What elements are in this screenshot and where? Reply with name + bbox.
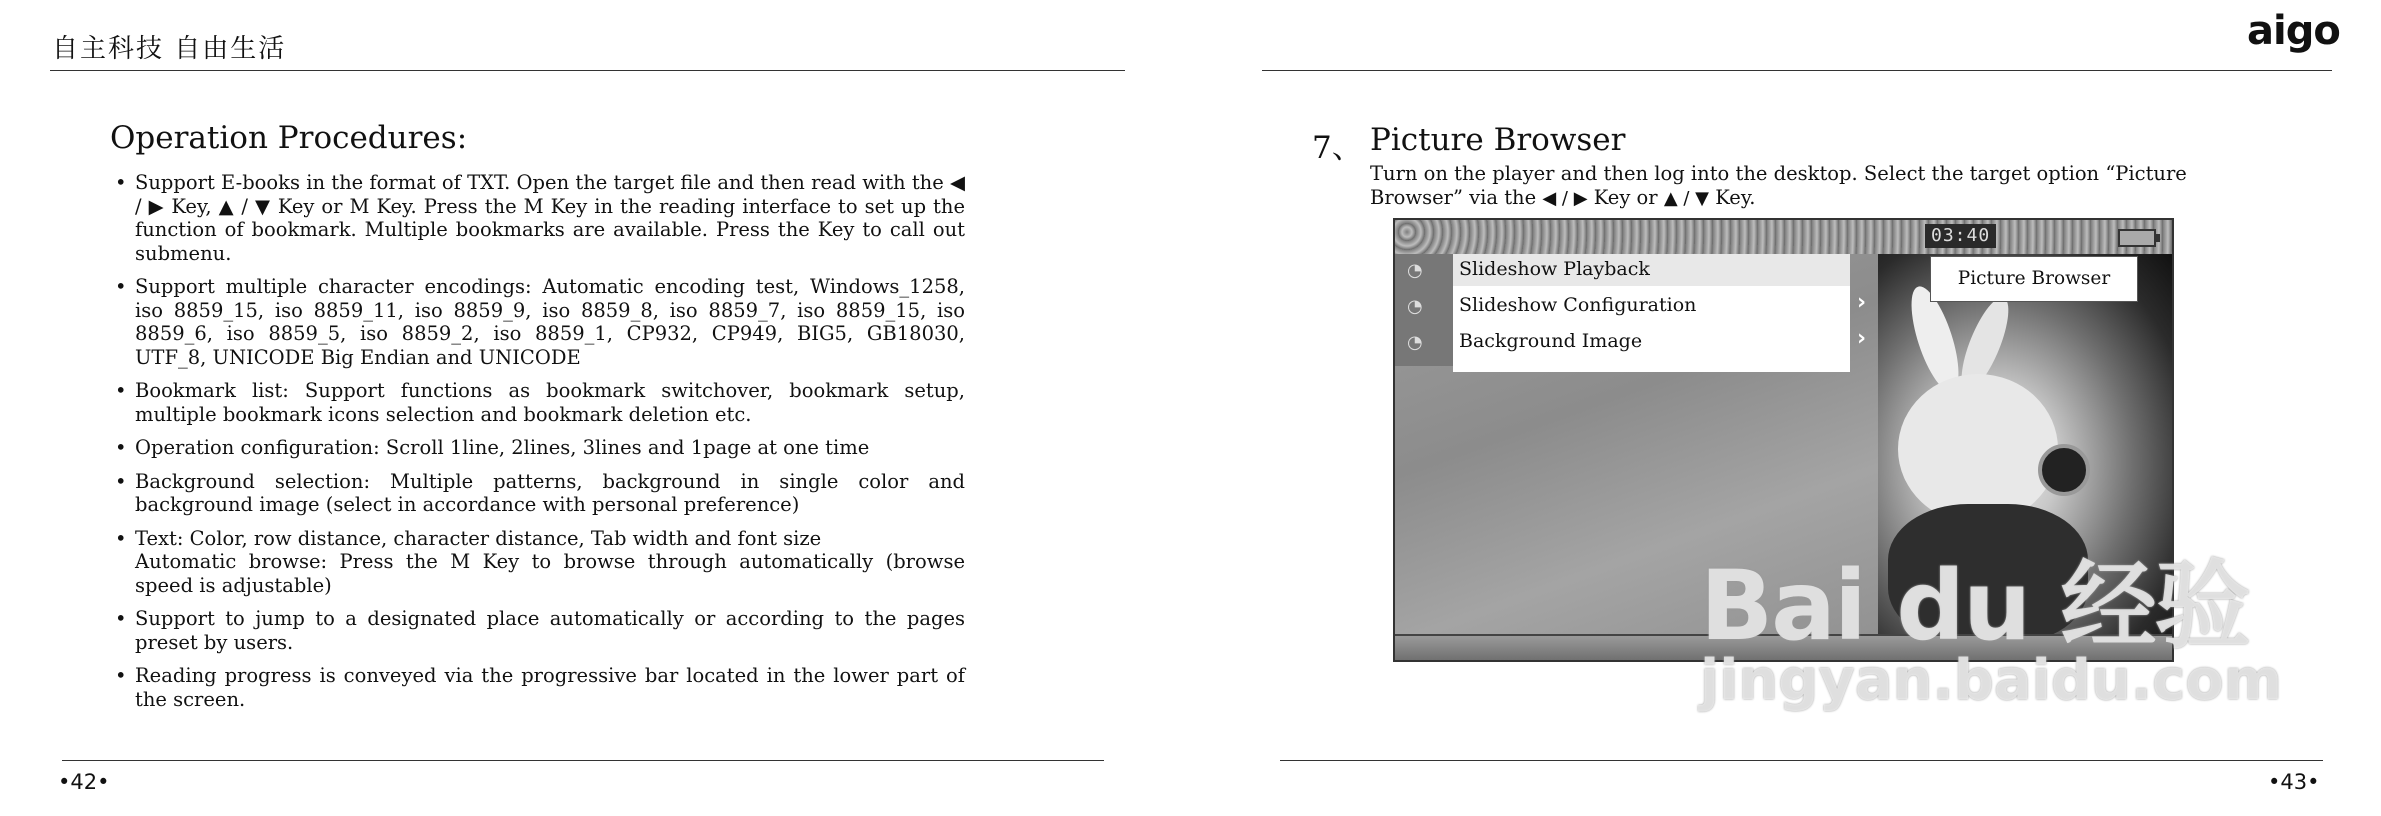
list-item xyxy=(115,607,965,654)
footer-rule-right xyxy=(1280,760,2323,761)
list-item xyxy=(115,436,965,460)
section-number: 7、 xyxy=(1312,130,1363,166)
footer-rule-left xyxy=(62,760,1104,761)
list-item xyxy=(115,171,965,265)
list-item xyxy=(115,379,965,426)
list-item-text: • Bookmark list: Support functions as bookmark switchover, bookmark setup, multiple bookmark icons selection and bookmark deletion etc. xyxy=(135,379,965,426)
list-item-text: • Operation configuration: Scroll 1line, 2lines, 3lines and 1page at one time xyxy=(135,436,870,459)
intro-line: Turn on the player and then log into the desktop. Select the target option “Picture xyxy=(1370,162,2187,185)
chevron-right-icon: › xyxy=(1857,290,1867,315)
page-number-right: •43• xyxy=(2268,770,2320,794)
menu-item-slideshow-configuration[interactable]: Slideshow Configuration xyxy=(1459,294,1697,316)
list-item-text: • Text: Color, row distance, character distance, Tab width and font size xyxy=(135,526,822,550)
list-item-text: • Background selection: Multiple patterns, background in single color and background image (select in accordance with personal preference) xyxy=(135,469,965,516)
intro-text: Key or xyxy=(1593,185,1658,209)
clock-display: 03:40 xyxy=(1925,224,1996,248)
list-item-text: • Support to jump to a designated place automatically or according to the pages preset by users. xyxy=(135,607,965,654)
menu-item-slideshow-playback[interactable]: Slideshow Playback xyxy=(1459,258,1650,280)
intro-text: Key. xyxy=(1715,185,1756,209)
screen-title-box: Picture Browser xyxy=(1930,256,2138,302)
list-item-text: • Support E-books in the format of TXT. Open the target file and then read with the ◀ / ▶ Key, ▲ / ▼ Key or M Key. Press the M Key in the reading interface to set up the function of bookmark. Multiple bookmarks are available. Press the Key to call out submenu. xyxy=(135,171,965,265)
status-bar xyxy=(1395,220,2172,254)
intro-text: Browser” via the xyxy=(1370,185,1537,209)
list-item-text: • Reading progress is conveyed via the progressive bar located in the lower part of the screen. xyxy=(135,664,965,711)
menu-icon-column xyxy=(1395,254,1453,366)
feature-list xyxy=(115,171,965,721)
intro-line xyxy=(1370,186,2210,211)
list-item-text: Automatic browse: Press the M Key to browse through automatically (browse speed is adjustable) xyxy=(135,550,965,597)
background-icon: ◔ xyxy=(1407,332,1423,353)
aigo-logo: aigo xyxy=(2247,8,2340,54)
up-down-arrow-icon: ▲ / ▼ xyxy=(1663,187,1710,209)
list-item xyxy=(115,664,965,711)
list-item-text: • Support multiple character encodings: Automatic encoding test, Windows_1258, iso 8859_15, iso 8859_11, iso 8859_9, iso 8859_8, iso 8859_7, iso 8859_15, iso 8859_6, iso 8859_5, iso 8859_2, iso 8859_1, CP932, CP949, BIG5, GB18030, UTF_8, UNICODE Big Endian and UNICODE xyxy=(135,275,965,369)
section-title-operation: Operation Procedures: xyxy=(110,120,468,156)
baidu-watermark: Bai du 经验 xyxy=(1700,550,2249,662)
slideshow-icon: ◔ xyxy=(1407,260,1423,281)
list-item xyxy=(115,275,965,369)
menu-item-background-image[interactable]: Background Image xyxy=(1459,330,1643,352)
battery-icon xyxy=(2118,229,2156,247)
header-rule-left xyxy=(50,70,1125,71)
intro-paragraph xyxy=(1370,162,2210,210)
page-header-slogan: 自主科技 自由生活 xyxy=(52,34,287,64)
list-item xyxy=(115,470,965,517)
page-number-left: •42• xyxy=(58,770,110,794)
section-title-picture-browser: Picture Browser xyxy=(1370,122,1626,158)
list-item xyxy=(115,527,965,598)
baidu-watermark-url: jingyan.baidu.com xyxy=(1700,648,2283,713)
left-right-arrow-icon: ◀ / ▶ xyxy=(1542,187,1588,209)
lens-shape xyxy=(2038,444,2090,496)
chevron-right-icon: › xyxy=(1857,326,1867,351)
rabbit-head xyxy=(1898,374,2058,524)
config-icon: ◔ xyxy=(1407,296,1423,317)
header-rule-right xyxy=(1262,70,2332,71)
